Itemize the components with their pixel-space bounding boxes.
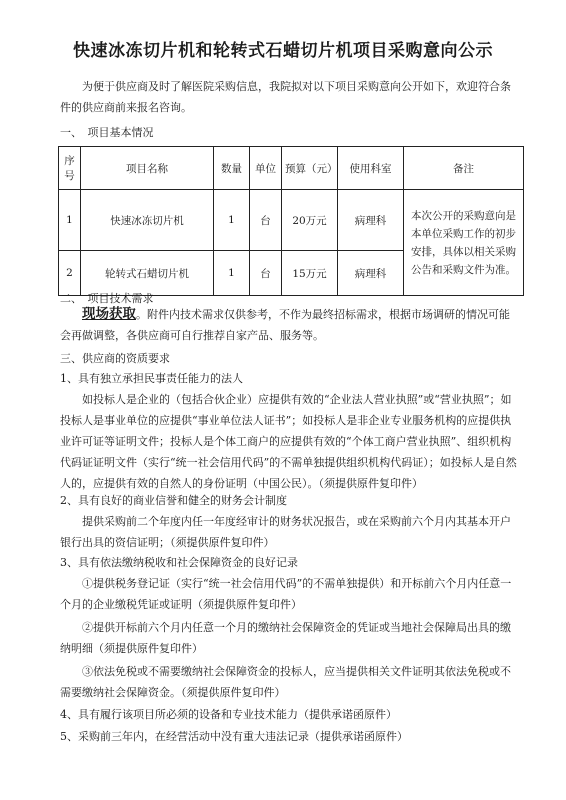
header-cell: 预算（元） (282, 147, 338, 190)
table-cell: 病理科 (338, 251, 404, 296)
table-cell: 病理科 (338, 190, 404, 251)
table-cell: 1 (59, 190, 81, 251)
req5-item: 5、采购前三年内，在经营活动中没有重大违法记录（提供承诺函原件） (60, 730, 408, 743)
req1-heading: 1、具有独立承担民事责任能力的法人 (60, 372, 243, 385)
table-cell: 1 (214, 251, 250, 296)
tech-lead-text: 现场获取 (82, 306, 136, 322)
section-qualification-heading: 三、供应商的资质要求 (60, 352, 170, 365)
req2-paragraph: 提供采购前二个年度内任一年度经审计的财务状况报告，或在采购前六个月内其基本开户银行出具的资信证明；（须提供原件复印件） (60, 515, 511, 549)
req3-item-c: ③依法免税或不需要缴纳社会保障资金的投标人，应当提供相关文件证明其依法免税或不需要缴纳社会保障资金。（须提供原件复印件） (60, 665, 511, 699)
table-cell: 轮转式石蜡切片机 (81, 251, 214, 296)
project-table (58, 146, 524, 296)
tech-body-text: 。附件内技术需求仅供参考，不作为最终招标需求，根据市场调研的情况可能会再做调整，各供应商可自行推荐自家产品、服务等。 (60, 308, 510, 342)
table-cell: 2 (59, 251, 81, 296)
remarks-cell: 本次公开的采购意向是本单位采购工作的初步安排，具体以相关采购公告和采购文件为准。 (404, 190, 524, 296)
table-cell: 1 (214, 190, 250, 251)
table-cell: 台 (250, 251, 282, 296)
section-tech-heading: 二、 项目技术需求 (60, 292, 154, 305)
table-row (59, 190, 524, 251)
header-cell: 项目名称 (81, 147, 214, 190)
intro-paragraph: 为便于供应商及时了解医院采购信息，我院拟对以下项目采购意向公开如下，欢迎符合条件的供应商前来报名咨询。 (60, 80, 511, 114)
table-cell: 台 (250, 190, 282, 251)
req1-paragraph: 如投标人是企业的（包括合伙企业）应提供有效的“企业法人营业执照”或“营业执照”；如投标人是事业单位的应提供“事业单位法人证书”；如投标人是非企业专业服务机构的应提供执业许可证等证明文件；投标人是个体工商户的应提供有效的“个体工商户营业执照”、组织机构代码证证明文件（实行“统一社会信用代码”的不需单独提供组织机构代码证）；如投标人是自然人的，应提供有效的自然人的身份证明（中国公民）。（须提供原件复印件） (60, 393, 517, 490)
table-cell: 20万元 (282, 190, 338, 251)
table-header-row (59, 147, 524, 190)
tech-paragraph (60, 304, 520, 346)
header-cell: 使用科室 (338, 147, 404, 190)
req3-item-b: ②提供开标前六个月内任意一个月的缴纳社会保障资金的凭证或当地社会保障局出具的缴纳明细（须提供原件复印件） (60, 621, 511, 655)
header-cell: 备注 (404, 147, 524, 190)
header-cell: 单位 (250, 147, 282, 190)
req3-heading: 3、具有依法缴纳税收和社会保障资金的良好记录 (60, 556, 298, 569)
table-cell: 15万元 (282, 251, 338, 296)
header-cell: 序号 (59, 147, 81, 190)
section-basic-info-heading: 一、 项目基本情况 (60, 126, 154, 139)
table-cell: 快速冰冻切片机 (81, 190, 214, 251)
page-title: 快速冰冻切片机和轮转式石蜡切片机项目采购意向公示 (73, 41, 493, 61)
req4-item: 4、具有履行该项目所必须的设备和专业技术能力（提供承诺函原件） (60, 708, 397, 721)
req3-item-a: ①提供税务登记证（实行“统一社会信用代码”的不需单独提供）和开标前六个月内任意一个月的企业缴税凭证或证明（须提供原件复印件） (60, 577, 512, 611)
header-cell: 数量 (214, 147, 250, 190)
req2-heading: 2、具有良好的商业信誉和健全的财务会计制度 (60, 494, 287, 507)
